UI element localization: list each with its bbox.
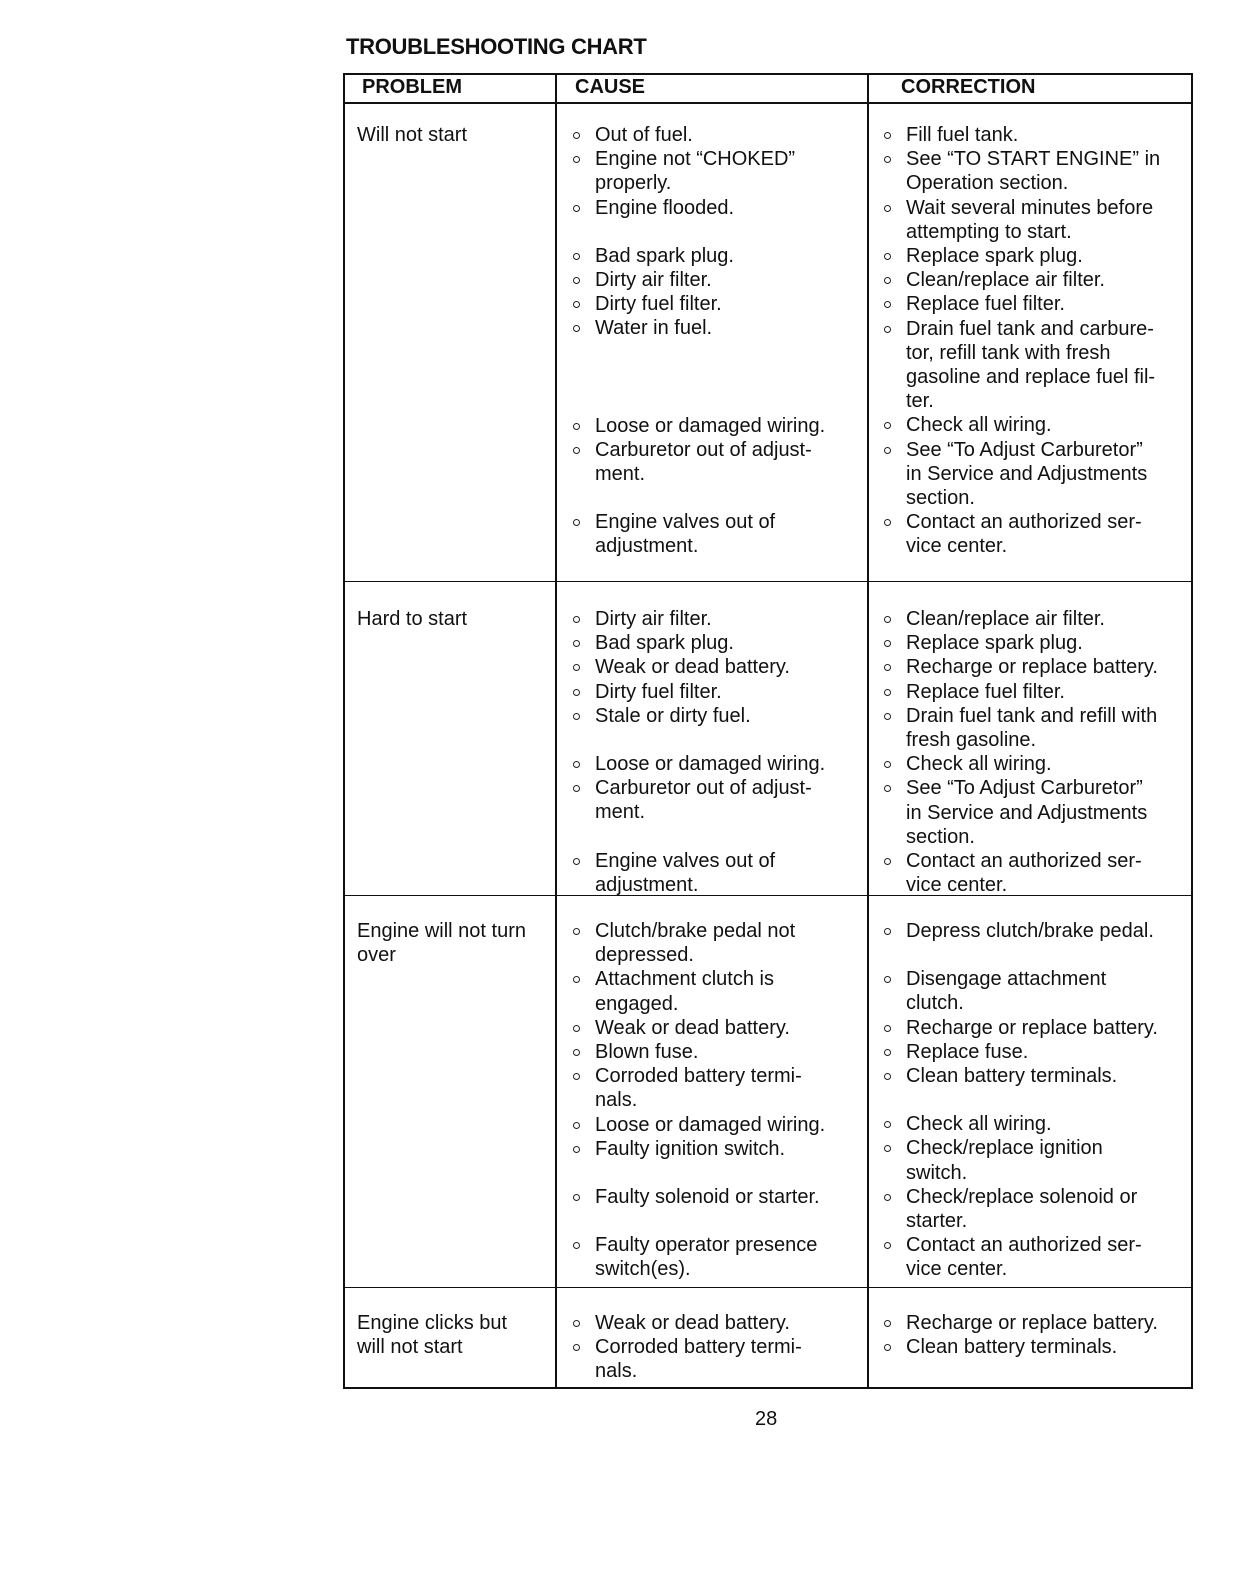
bullet-icon <box>573 301 580 308</box>
cause-list <box>569 1311 861 1384</box>
cause-item: Loose or damaged wiring. <box>569 414 861 438</box>
bullet-icon <box>573 277 580 284</box>
bullet-icon <box>573 761 580 768</box>
bullet-icon <box>573 785 580 792</box>
bullet-icon <box>573 325 580 332</box>
chart-title: TROUBLESHOOTING CHART <box>346 34 647 59</box>
bullet-icon <box>884 1145 891 1152</box>
correction-item: Check all wiring. <box>880 413 1186 437</box>
bullet-icon <box>573 928 580 935</box>
troubleshooting-table <box>343 73 1193 1389</box>
correction-item: Recharge or replace battery. <box>880 1311 1186 1335</box>
table-row <box>345 123 1191 582</box>
bullet-icon <box>884 253 891 260</box>
correction-item: Clean battery terminals. <box>880 1335 1186 1359</box>
correction-item: Recharge or replace battery. <box>880 1016 1186 1040</box>
problem-cell: Will not start <box>357 124 468 146</box>
bullet-icon <box>573 689 580 696</box>
cause-item: Bad spark plug. <box>569 631 861 655</box>
correction-item: Replace fuse. <box>880 1040 1186 1064</box>
cause-list <box>569 607 861 897</box>
correction-item: Replace fuel filter. <box>880 292 1186 316</box>
bullet-icon <box>573 976 580 983</box>
bullet-icon <box>573 1320 580 1327</box>
cause-item: Loose or damaged wiring. <box>569 1113 861 1137</box>
cause-item: Stale or dirty fuel. <box>569 704 861 728</box>
cause-item: Faulty operator presence switch(es). <box>569 1233 861 1281</box>
cause-item: Engine not “CHOKED” properly. <box>569 147 815 195</box>
bullet-icon <box>884 301 891 308</box>
correction-item: Replace fuel filter. <box>880 680 1186 704</box>
correction-item: Wait several minutes before attempting to start. <box>880 196 1186 244</box>
correction-list <box>880 607 1186 897</box>
bullet-icon <box>884 1194 891 1201</box>
bullet-icon <box>884 976 891 983</box>
bullet-icon <box>884 664 891 671</box>
correction-item: Check/replace solenoid or starter. <box>880 1185 1186 1233</box>
cause-item: Attachment clutch is engaged. <box>569 967 861 1015</box>
correction-item: Check/replace ignition switch. <box>880 1136 1186 1184</box>
cause-item: Faulty solenoid or starter. <box>569 1185 861 1209</box>
header-problem: PROBLEM <box>362 76 462 98</box>
bullet-icon <box>573 1194 580 1201</box>
bullet-icon <box>884 422 891 429</box>
cause-item: Corroded battery termi- nals. <box>569 1064 861 1112</box>
bullet-icon <box>573 132 580 139</box>
bullet-icon <box>884 785 891 792</box>
correction-item: Contact an authorized ser- vice center. <box>880 849 1186 897</box>
bullet-icon <box>884 326 891 333</box>
correction-item: See “TO START ENGINE” in Operation section. <box>880 147 1186 195</box>
correction-item: Disengage attachment clutch. <box>880 967 1186 1015</box>
correction-item: Depress clutch/brake pedal. <box>880 919 1186 943</box>
bullet-icon <box>884 616 891 623</box>
bullet-icon <box>884 1025 891 1032</box>
bullet-icon <box>884 1242 891 1249</box>
bullet-icon <box>884 1073 891 1080</box>
cause-item: Out of fuel. <box>569 123 861 147</box>
cause-item: Dirty air filter. <box>569 268 861 292</box>
correction-list <box>880 1311 1186 1359</box>
bullet-icon <box>884 1344 891 1351</box>
bullet-icon <box>884 447 891 454</box>
bullet-icon <box>573 713 580 720</box>
correction-item: Drain fuel tank and refill with fresh gasoline. <box>880 704 1186 752</box>
bullet-icon <box>884 156 891 163</box>
correction-item: Check all wiring. <box>880 752 1186 776</box>
bullet-icon <box>573 1242 580 1249</box>
cause-item: Engine flooded. <box>569 196 861 220</box>
bullet-icon <box>884 277 891 284</box>
bullet-icon <box>573 664 580 671</box>
page-number: 28 <box>755 1408 778 1430</box>
problem-cell: Engine will not turn over <box>357 920 526 966</box>
bullet-icon <box>573 519 580 526</box>
table-row <box>345 919 1191 1288</box>
correction-item: Check all wiring. <box>880 1112 1186 1136</box>
header-cause: CAUSE <box>575 76 646 98</box>
cause-item: Dirty fuel filter. <box>569 292 861 316</box>
correction-item: See “To Adjust Carburetor” in Service and Adjustments section. <box>880 776 1186 849</box>
correction-item: Recharge or replace battery. <box>880 655 1186 679</box>
bullet-icon <box>573 616 580 623</box>
cause-item: Clutch/brake pedal not depressed. <box>569 919 861 967</box>
correction-item: Clean/replace air filter. <box>880 607 1186 631</box>
cause-item: Faulty ignition switch. <box>569 1137 861 1161</box>
bullet-icon <box>884 205 891 212</box>
bullet-icon <box>573 1073 580 1080</box>
bullet-icon <box>573 423 580 430</box>
bullet-icon <box>884 858 891 865</box>
cause-item: Carburetor out of adjust- ment. <box>569 776 861 824</box>
table-row <box>345 1311 1191 1381</box>
cause-item: Carburetor out of adjust- ment. <box>569 438 861 486</box>
correction-item: Fill fuel tank. <box>880 123 1186 147</box>
bullet-icon <box>884 761 891 768</box>
cause-item: Corroded battery termi- nals. <box>569 1335 861 1383</box>
bullet-icon <box>573 1049 580 1056</box>
correction-item: Clean/replace air filter. <box>880 268 1186 292</box>
correction-item: Drain fuel tank and carbure- tor, refill tank with fresh gasoline and replace fuel fil- ter. <box>880 317 1186 414</box>
correction-item: Contact an authorized ser- vice center. <box>880 510 1186 558</box>
bullet-icon <box>573 1025 580 1032</box>
bullet-icon <box>884 1320 891 1327</box>
problem-cell: Engine clicks but will not start <box>357 1312 508 1358</box>
problem-cell: Hard to start <box>357 608 468 630</box>
bullet-icon <box>573 640 580 647</box>
bullet-icon <box>573 156 580 163</box>
cause-list <box>569 123 861 559</box>
cause-item: Water in fuel. <box>569 316 861 340</box>
bullet-icon <box>884 1121 891 1128</box>
bullet-icon <box>573 447 580 454</box>
bullet-icon <box>884 713 891 720</box>
bullet-icon <box>573 205 580 212</box>
correction-item: Replace spark plug. <box>880 631 1186 655</box>
bullet-icon <box>884 519 891 526</box>
cause-item: Dirty air filter. <box>569 607 861 631</box>
cause-item: Weak or dead battery. <box>569 655 861 679</box>
correction-item: Clean battery terminals. <box>880 1064 1186 1088</box>
bullet-icon <box>573 1146 580 1153</box>
cause-list <box>569 919 861 1282</box>
cause-item: Bad spark plug. <box>569 244 861 268</box>
bullet-icon <box>884 689 891 696</box>
header-correction: CORRECTION <box>901 76 1036 98</box>
bullet-icon <box>884 928 891 935</box>
table-row <box>345 607 1191 896</box>
bullet-icon <box>884 1049 891 1056</box>
correction-list <box>880 123 1186 559</box>
cause-item: Engine valves out of adjustment. <box>569 849 861 897</box>
bullet-icon <box>573 1344 580 1351</box>
cause-item: Weak or dead battery. <box>569 1016 861 1040</box>
correction-item: See “To Adjust Carburetor” in Service and Adjustments section. <box>880 438 1186 511</box>
bullet-icon <box>884 640 891 647</box>
bullet-icon <box>573 858 580 865</box>
correction-list <box>880 919 1186 1282</box>
cause-item: Loose or damaged wiring. <box>569 752 861 776</box>
table-header <box>345 75 1191 104</box>
correction-item: Replace spark plug. <box>880 244 1186 268</box>
cause-item: Weak or dead battery. <box>569 1311 861 1335</box>
bullet-icon <box>884 132 891 139</box>
cause-item: Dirty fuel filter. <box>569 680 861 704</box>
cause-item: Blown fuse. <box>569 1040 861 1064</box>
bullet-icon <box>573 253 580 260</box>
correction-item: Contact an authorized ser- vice center. <box>880 1233 1186 1281</box>
bullet-icon <box>573 1122 580 1129</box>
cause-item: Engine valves out of adjustment. <box>569 510 861 558</box>
